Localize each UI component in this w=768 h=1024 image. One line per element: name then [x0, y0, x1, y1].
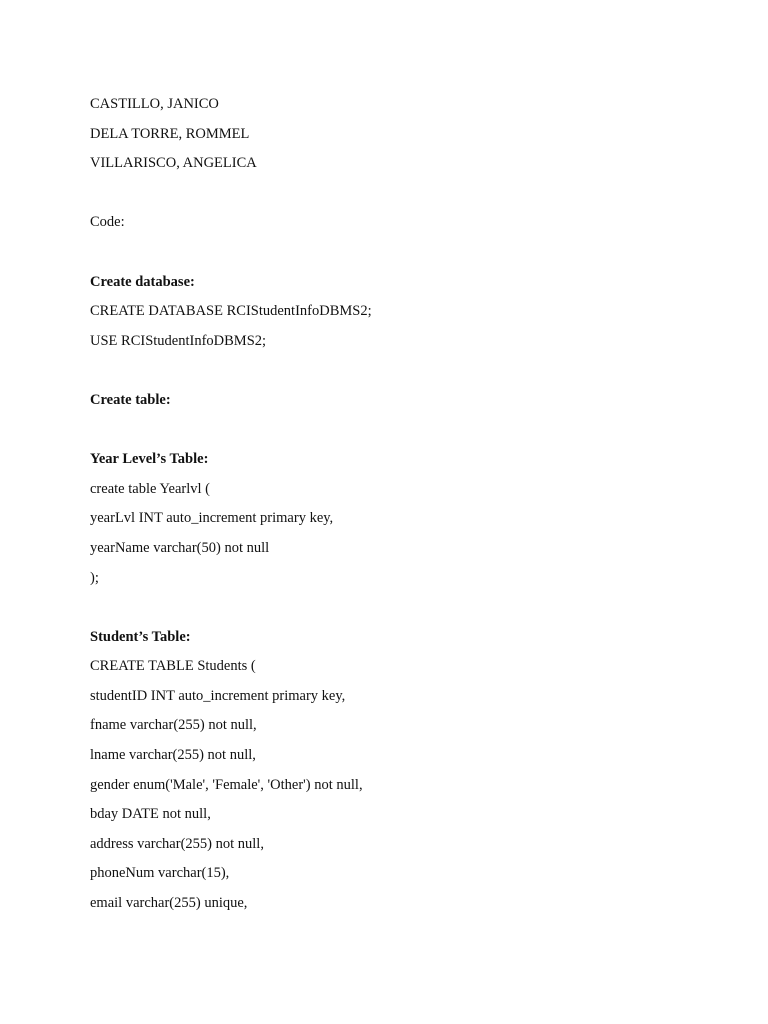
author-name: CASTILLO, JANICO [90, 96, 219, 112]
code-line: lname varchar(255) not null, [90, 747, 256, 764]
students-table-heading: Student’s Table: [90, 628, 191, 645]
spacer [90, 238, 690, 268]
code-line: ); [90, 569, 99, 586]
code-line: CREATE TABLE Students ( [90, 658, 256, 675]
code-line: fname varchar(255) not null, [90, 717, 257, 734]
code-line: yearLvl INT auto_increment primary key, [90, 510, 334, 527]
code-line: create table Yearlvl ( [90, 480, 210, 497]
code-line: address varchar(255) not null, [90, 835, 264, 852]
create-database-heading: Create database: [90, 273, 195, 290]
code-line: email varchar(255) unique, [90, 895, 248, 912]
code-label: Code: [90, 214, 125, 231]
spacer [90, 179, 690, 209]
code-line: CREATE DATABASE RCIStudentInfoDBMS2; [90, 303, 372, 320]
year-level-table-heading: Year Level’s Table: [90, 451, 209, 468]
code-line: yearName varchar(50) not null [90, 539, 270, 556]
spacer [90, 416, 690, 446]
code-line: phoneNum varchar(15), [90, 865, 230, 882]
code-line: bday DATE not null, [90, 806, 211, 823]
author-name: DELA TORRE, ROMMEL [90, 125, 250, 142]
create-table-heading: Create table: [90, 391, 171, 408]
code-line: studentID INT auto_increment primary key, [90, 687, 346, 704]
code-line: USE RCIStudentInfoDBMS2; [90, 332, 267, 349]
author-name: VILLARISCO, ANGELICA [90, 155, 257, 172]
document-body [90, 90, 690, 919]
code-line: gender enum('Male', 'Female', 'Other') not null, [90, 776, 363, 793]
spacer [90, 356, 690, 386]
spacer [90, 593, 690, 623]
